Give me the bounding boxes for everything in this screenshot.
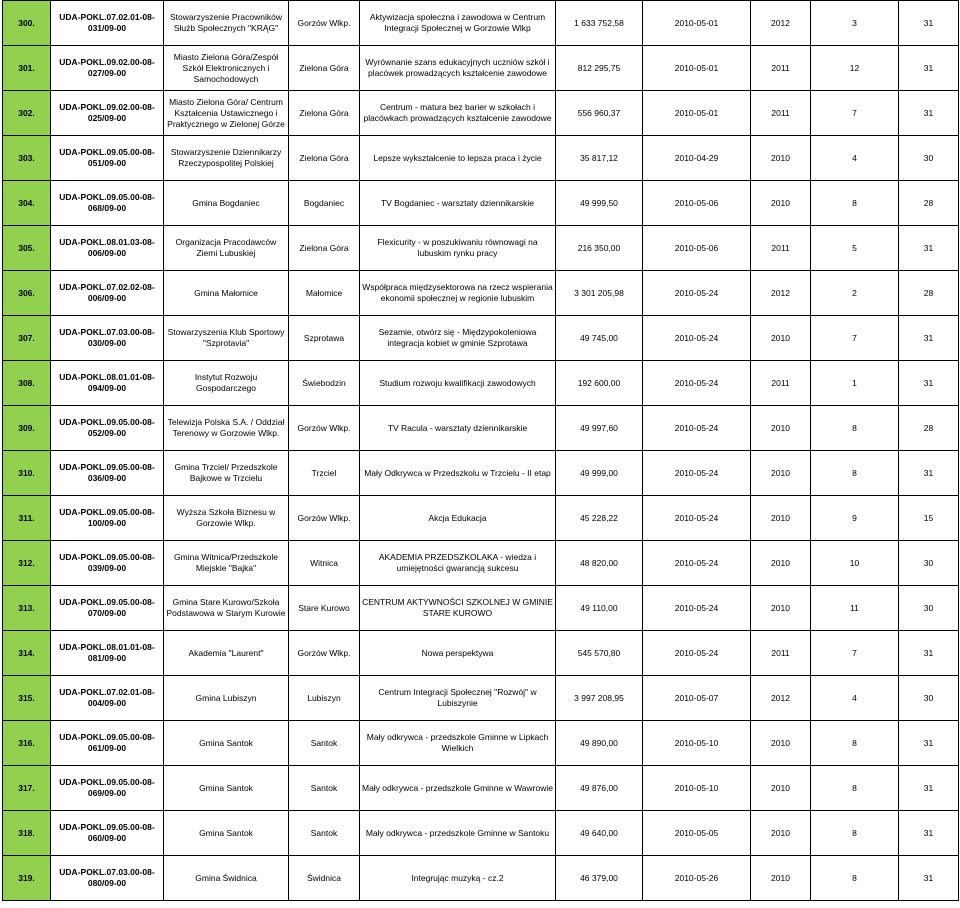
end-year-cell: 2011 xyxy=(751,631,811,676)
end-month-cell: 8 xyxy=(811,181,899,226)
amount-cell: 192 600,00 xyxy=(556,361,643,406)
beneficiary-name-cell: Gmina Stare Kurowo/Szkoła Podstawowa w Starym Kurowie xyxy=(164,586,289,631)
beneficiary-name-cell: Stowarzyszenia Klub Sportowy "Szprotavia" xyxy=(164,316,289,361)
end-day-cell: 30 xyxy=(899,586,959,631)
end-day-cell: 30 xyxy=(899,676,959,721)
row-number-cell: 317. xyxy=(3,766,51,811)
end-year-cell: 2010 xyxy=(751,856,811,901)
end-year-cell: 2010 xyxy=(751,451,811,496)
end-year-cell: 2010 xyxy=(751,136,811,181)
city-cell: Trzciel xyxy=(289,451,360,496)
city-cell: Gorzów Wlkp. xyxy=(289,496,360,541)
end-year-cell: 2010 xyxy=(751,181,811,226)
end-day-cell: 15 xyxy=(899,496,959,541)
project-title-cell: AKADEMIA PRZEDSZKOLAKA - wiedza i umiejętności gwarancją sukcesu xyxy=(360,541,556,586)
beneficiary-name-cell: Instytut Rozwoju Gospodarczego xyxy=(164,361,289,406)
amount-cell: 48 820,00 xyxy=(556,541,643,586)
end-year-cell: 2010 xyxy=(751,766,811,811)
start-date-cell: 2010-05-10 xyxy=(643,766,751,811)
project-code-cell: UDA-POKL.09.05.00-08-100/09-00 xyxy=(51,496,164,541)
amount-cell: 46 379,00 xyxy=(556,856,643,901)
end-year-cell: 2012 xyxy=(751,676,811,721)
project-title-cell: Sezamie, otwórz się - Międzypokoleniowa integracja kobiet w gminie Szprotawa xyxy=(360,316,556,361)
end-day-cell: 31 xyxy=(899,811,959,856)
end-month-cell: 1 xyxy=(811,361,899,406)
end-year-cell: 2011 xyxy=(751,46,811,91)
start-date-cell: 2010-05-01 xyxy=(643,46,751,91)
project-title-cell: Centrum Integracji Społecznej "Rozwój" w Lubiszynie xyxy=(360,676,556,721)
city-cell: Stare Kurowo xyxy=(289,586,360,631)
amount-cell: 49 997,60 xyxy=(556,406,643,451)
end-month-cell: 8 xyxy=(811,766,899,811)
end-month-cell: 8 xyxy=(811,811,899,856)
project-title-cell: TV Racula - warsztaty dziennikarskie xyxy=(360,406,556,451)
end-day-cell: 31 xyxy=(899,721,959,766)
end-day-cell: 31 xyxy=(899,46,959,91)
project-code-cell: UDA-POKL.09.02.00-08-025/09-00 xyxy=(51,91,164,136)
table-row xyxy=(3,856,959,901)
row-number-cell: 309. xyxy=(3,406,51,451)
project-title-cell: Nowa perspektywa xyxy=(360,631,556,676)
end-day-cell: 30 xyxy=(899,136,959,181)
beneficiary-name-cell: Akademia "Laurent" xyxy=(164,631,289,676)
city-cell: Zielona Góra xyxy=(289,91,360,136)
row-number-cell: 310. xyxy=(3,451,51,496)
project-code-cell: UDA-POKL.07.03.00-08-080/09-00 xyxy=(51,856,164,901)
beneficiary-name-cell: Telewizja Polska S.A. / Oddział Terenowy w Gorzowie Wlkp. xyxy=(164,406,289,451)
project-title-cell: Mały odkrywca - przedszkole Gminne w Santoku xyxy=(360,811,556,856)
project-code-cell: UDA-POKL.09.05.00-08-036/09-00 xyxy=(51,451,164,496)
end-month-cell: 2 xyxy=(811,271,899,316)
row-number-cell: 312. xyxy=(3,541,51,586)
end-year-cell: 2012 xyxy=(751,271,811,316)
row-number-cell: 307. xyxy=(3,316,51,361)
beneficiary-name-cell: Gmina Trzciel/ Przedszkole Bajkowe w Trzcielu xyxy=(164,451,289,496)
row-number-cell: 308. xyxy=(3,361,51,406)
start-date-cell: 2010-05-05 xyxy=(643,811,751,856)
table-row xyxy=(3,766,959,811)
start-date-cell: 2010-05-24 xyxy=(643,541,751,586)
city-cell: Małomice xyxy=(289,271,360,316)
city-cell: Gorzów Wlkp. xyxy=(289,406,360,451)
table-body xyxy=(3,1,959,901)
beneficiary-name-cell: Gmina Santok xyxy=(164,721,289,766)
end-month-cell: 10 xyxy=(811,541,899,586)
end-month-cell: 8 xyxy=(811,721,899,766)
amount-cell: 49 999,00 xyxy=(556,451,643,496)
amount-cell: 49 999,50 xyxy=(556,181,643,226)
end-day-cell: 31 xyxy=(899,316,959,361)
beneficiary-name-cell: Stowarzyszenie Pracowników Służb Społecznych "KRĄG" xyxy=(164,1,289,46)
start-date-cell: 2010-05-10 xyxy=(643,721,751,766)
end-month-cell: 5 xyxy=(811,226,899,271)
row-number-cell: 314. xyxy=(3,631,51,676)
start-date-cell: 2010-05-06 xyxy=(643,226,751,271)
beneficiary-name-cell: Gmina Małomice xyxy=(164,271,289,316)
end-year-cell: 2010 xyxy=(751,316,811,361)
table-row xyxy=(3,631,959,676)
end-year-cell: 2010 xyxy=(751,586,811,631)
beneficiary-name-cell: Miasto Zielona Góra/Zespół Szkół Elektronicznych i Samochodowych xyxy=(164,46,289,91)
project-code-cell: UDA-POKL.09.05.00-08-068/09-00 xyxy=(51,181,164,226)
row-number-cell: 304. xyxy=(3,181,51,226)
end-month-cell: 4 xyxy=(811,676,899,721)
row-number-cell: 318. xyxy=(3,811,51,856)
city-cell: Gorzów Wlkp. xyxy=(289,631,360,676)
row-number-cell: 300. xyxy=(3,1,51,46)
start-date-cell: 2010-05-24 xyxy=(643,496,751,541)
table-row xyxy=(3,271,959,316)
end-year-cell: 2010 xyxy=(751,811,811,856)
table-row xyxy=(3,46,959,91)
project-title-cell: Współpraca międzysektorowa na rzecz wspierania ekonomii społecznej w regionie lubuskim xyxy=(360,271,556,316)
beneficiary-name-cell: Organizacja Pracodawców Ziemi Lubuskiej xyxy=(164,226,289,271)
row-number-cell: 301. xyxy=(3,46,51,91)
project-title-cell: Akcja Edukacja xyxy=(360,496,556,541)
project-title-cell: Mały Odkrywca w Przedszkolu w Trzcielu - II etap xyxy=(360,451,556,496)
beneficiary-name-cell: Gmina Santok xyxy=(164,766,289,811)
end-year-cell: 2010 xyxy=(751,541,811,586)
end-day-cell: 31 xyxy=(899,91,959,136)
city-cell: Santok xyxy=(289,766,360,811)
end-month-cell: 11 xyxy=(811,586,899,631)
table-row xyxy=(3,406,959,451)
project-title-cell: CENTRUM AKTYWNOŚCI SZKOLNEJ W GMINIE STARE KUROWO xyxy=(360,586,556,631)
start-date-cell: 2010-05-24 xyxy=(643,586,751,631)
project-title-cell: Mały odkrywca - przedszkole Gminne w Wawrowie xyxy=(360,766,556,811)
start-date-cell: 2010-05-24 xyxy=(643,271,751,316)
table-row xyxy=(3,451,959,496)
amount-cell: 216 350,00 xyxy=(556,226,643,271)
project-code-cell: UDA-POKL.08.01.03-08-006/09-00 xyxy=(51,226,164,271)
project-title-cell: Studium rozwoju kwalifikacji zawodowych xyxy=(360,361,556,406)
beneficiary-name-cell: Wyższa Szkoła Biznesu w Gorzowie Wlkp. xyxy=(164,496,289,541)
project-code-cell: UDA-POKL.07.02.01-08-031/09-00 xyxy=(51,1,164,46)
project-code-cell: UDA-POKL.09.05.00-08-070/09-00 xyxy=(51,586,164,631)
row-number-cell: 303. xyxy=(3,136,51,181)
amount-cell: 3 301 205,98 xyxy=(556,271,643,316)
table-row xyxy=(3,586,959,631)
start-date-cell: 2010-05-26 xyxy=(643,856,751,901)
end-day-cell: 28 xyxy=(899,271,959,316)
project-title-cell: Lepsze wykształcenie to lepsza praca i życie xyxy=(360,136,556,181)
beneficiary-name-cell: Gmina Witnica/Przedszkole Miejskie "Bajka" xyxy=(164,541,289,586)
project-title-cell: Wyrównanie szans edukacyjnych uczniów szkół i placówek prowadzących kształcenie zawodowe xyxy=(360,46,556,91)
table-row xyxy=(3,811,959,856)
amount-cell: 49 745,00 xyxy=(556,316,643,361)
city-cell: Świebodzin xyxy=(289,361,360,406)
end-day-cell: 31 xyxy=(899,226,959,271)
end-month-cell: 8 xyxy=(811,406,899,451)
end-month-cell: 4 xyxy=(811,136,899,181)
project-code-cell: UDA-POKL.08.01.01-08-081/09-00 xyxy=(51,631,164,676)
project-code-cell: UDA-POKL.09.05.00-08-052/09-00 xyxy=(51,406,164,451)
table-row xyxy=(3,496,959,541)
project-code-cell: UDA-POKL.09.05.00-08-051/09-00 xyxy=(51,136,164,181)
start-date-cell: 2010-05-01 xyxy=(643,91,751,136)
start-date-cell: 2010-05-24 xyxy=(643,631,751,676)
beneficiary-name-cell: Gmina Santok xyxy=(164,811,289,856)
city-cell: Santok xyxy=(289,811,360,856)
end-day-cell: 31 xyxy=(899,766,959,811)
project-code-cell: UDA-POKL.09.05.00-08-061/09-00 xyxy=(51,721,164,766)
table-row xyxy=(3,1,959,46)
project-title-cell: Centrum - matura bez barier w szkołach i placówkach prowadzących kształcenie zawodowe xyxy=(360,91,556,136)
start-date-cell: 2010-05-01 xyxy=(643,1,751,46)
end-month-cell: 7 xyxy=(811,316,899,361)
amount-cell: 49 890,00 xyxy=(556,721,643,766)
table-row xyxy=(3,136,959,181)
amount-cell: 812 295,75 xyxy=(556,46,643,91)
table-row xyxy=(3,181,959,226)
start-date-cell: 2010-05-24 xyxy=(643,316,751,361)
row-number-cell: 316. xyxy=(3,721,51,766)
start-date-cell: 2010-05-24 xyxy=(643,361,751,406)
table-row xyxy=(3,91,959,136)
city-cell: Zielona Góra xyxy=(289,226,360,271)
city-cell: Witnica xyxy=(289,541,360,586)
city-cell: Zielona Góra xyxy=(289,136,360,181)
table-row xyxy=(3,226,959,271)
city-cell: Szprotawa xyxy=(289,316,360,361)
project-title-cell: Aktywizacja społeczna i zawodowa w Centrum Integracji Społecznej w Gorzowie Wlkp xyxy=(360,1,556,46)
end-year-cell: 2010 xyxy=(751,406,811,451)
start-date-cell: 2010-05-06 xyxy=(643,181,751,226)
end-month-cell: 8 xyxy=(811,856,899,901)
city-cell: Zielona Góra xyxy=(289,46,360,91)
row-number-cell: 306. xyxy=(3,271,51,316)
table-row xyxy=(3,676,959,721)
beneficiary-name-cell: Stowarzyszenie Dziennikarzy Rzeczypospolitej Polskiej xyxy=(164,136,289,181)
end-day-cell: 28 xyxy=(899,406,959,451)
city-cell: Świdnica xyxy=(289,856,360,901)
city-cell: Santok xyxy=(289,721,360,766)
beneficiary-name-cell: Gmina Świdnica xyxy=(164,856,289,901)
start-date-cell: 2010-04-29 xyxy=(643,136,751,181)
row-number-cell: 315. xyxy=(3,676,51,721)
end-year-cell: 2010 xyxy=(751,496,811,541)
start-date-cell: 2010-05-07 xyxy=(643,676,751,721)
end-month-cell: 8 xyxy=(811,451,899,496)
table-row xyxy=(3,316,959,361)
project-code-cell: UDA-POKL.07.02.01-08-004/09-00 xyxy=(51,676,164,721)
amount-cell: 49 640,00 xyxy=(556,811,643,856)
table-row xyxy=(3,361,959,406)
project-code-cell: UDA-POKL.09.02.00-08-027/09-00 xyxy=(51,46,164,91)
table-row xyxy=(3,721,959,766)
amount-cell: 49 876,00 xyxy=(556,766,643,811)
projects-table xyxy=(2,0,959,901)
end-month-cell: 12 xyxy=(811,46,899,91)
end-day-cell: 31 xyxy=(899,1,959,46)
end-day-cell: 30 xyxy=(899,541,959,586)
end-day-cell: 28 xyxy=(899,181,959,226)
start-date-cell: 2010-05-24 xyxy=(643,406,751,451)
end-month-cell: 3 xyxy=(811,1,899,46)
beneficiary-name-cell: Gmina Lubiszyn xyxy=(164,676,289,721)
beneficiary-name-cell: Gmina Bogdaniec xyxy=(164,181,289,226)
project-title-cell: Mały odkrywca - przedszkole Gminne w Lipkach Wielkich xyxy=(360,721,556,766)
amount-cell: 35 817,12 xyxy=(556,136,643,181)
project-title-cell: TV Bogdaniec - warsztaty dziennikarskie xyxy=(360,181,556,226)
start-date-cell: 2010-05-24 xyxy=(643,451,751,496)
amount-cell: 3 997 208,95 xyxy=(556,676,643,721)
end-day-cell: 31 xyxy=(899,856,959,901)
project-code-cell: UDA-POKL.07.03.00-08-030/09-00 xyxy=(51,316,164,361)
project-code-cell: UDA-POKL.08.01.01-08-094/09-00 xyxy=(51,361,164,406)
city-cell: Bogdaniec xyxy=(289,181,360,226)
end-month-cell: 7 xyxy=(811,91,899,136)
project-title-cell: Flexicurity - w poszukiwaniu równowagi na lubuskim rynku pracy xyxy=(360,226,556,271)
city-cell: Gorzów Wlkp. xyxy=(289,1,360,46)
amount-cell: 556 960,37 xyxy=(556,91,643,136)
amount-cell: 45 228,22 xyxy=(556,496,643,541)
row-number-cell: 305. xyxy=(3,226,51,271)
beneficiary-name-cell: Miasto Zielona Góra/ Centrum Kształcenia Ustawicznego i Praktycznego w Zielonej Górze xyxy=(164,91,289,136)
row-number-cell: 313. xyxy=(3,586,51,631)
end-year-cell: 2010 xyxy=(751,721,811,766)
project-title-cell: Integrując muzyką - cz.2 xyxy=(360,856,556,901)
row-number-cell: 311. xyxy=(3,496,51,541)
row-number-cell: 319. xyxy=(3,856,51,901)
amount-cell: 1 633 752,58 xyxy=(556,1,643,46)
end-day-cell: 31 xyxy=(899,361,959,406)
end-day-cell: 31 xyxy=(899,451,959,496)
project-code-cell: UDA-POKL.09.05.00-08-069/09-00 xyxy=(51,766,164,811)
end-day-cell: 31 xyxy=(899,631,959,676)
amount-cell: 545 570,80 xyxy=(556,631,643,676)
end-year-cell: 2011 xyxy=(751,91,811,136)
amount-cell: 49 110,00 xyxy=(556,586,643,631)
table-row xyxy=(3,541,959,586)
end-year-cell: 2012 xyxy=(751,1,811,46)
city-cell: Lubiszyn xyxy=(289,676,360,721)
end-month-cell: 7 xyxy=(811,631,899,676)
row-number-cell: 302. xyxy=(3,91,51,136)
end-month-cell: 9 xyxy=(811,496,899,541)
project-code-cell: UDA-POKL.07.02.02-08-006/09-00 xyxy=(51,271,164,316)
project-code-cell: UDA-POKL.09.05.00-08-060/09-00 xyxy=(51,811,164,856)
project-code-cell: UDA-POKL.09.05.00-08-039/09-00 xyxy=(51,541,164,586)
end-year-cell: 2011 xyxy=(751,361,811,406)
end-year-cell: 2011 xyxy=(751,226,811,271)
